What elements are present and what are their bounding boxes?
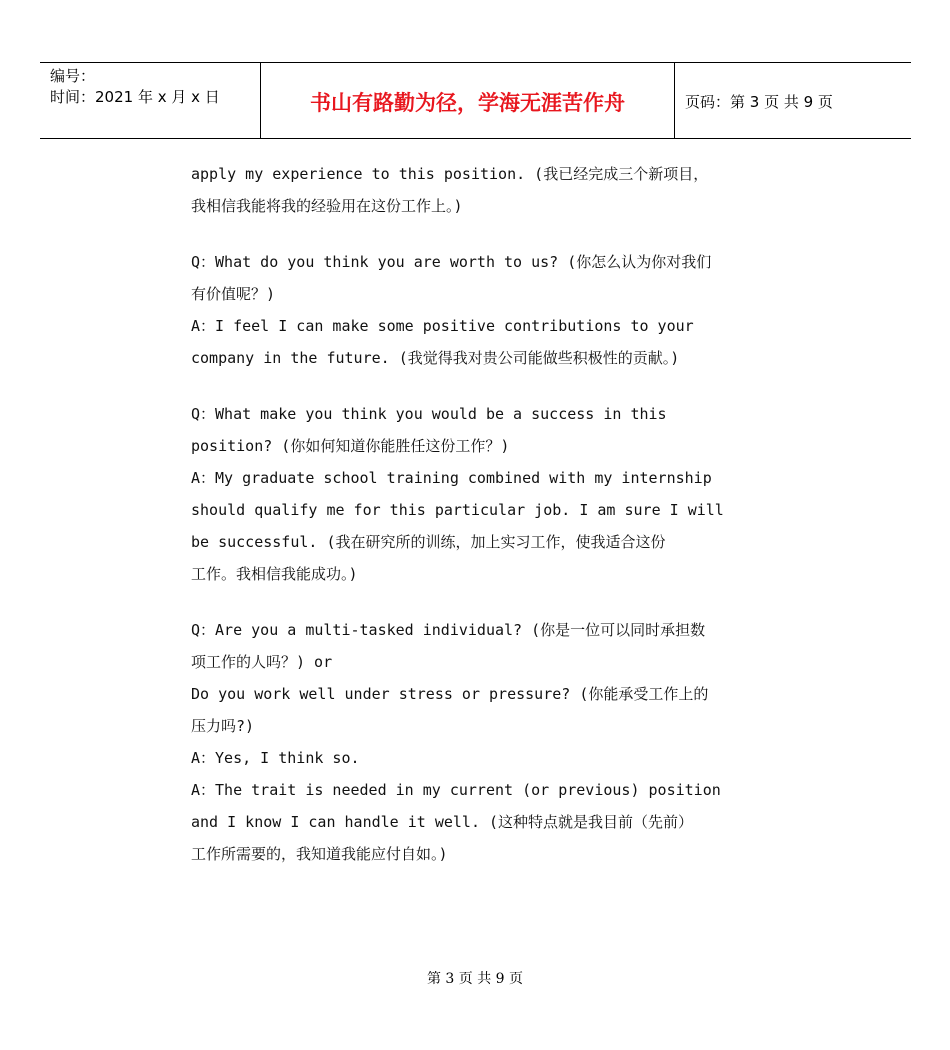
document-time-label: 时间：2021 年 x 月 x 日	[50, 88, 220, 106]
body-line: 项工作的人吗？) or	[191, 653, 333, 671]
header-page-cell	[675, 63, 911, 138]
body-line: 我相信我能将我的经验用在这份工作上。)	[191, 197, 463, 215]
body-line: 有价值呢？)	[191, 285, 276, 303]
header-motto-cell	[260, 63, 675, 138]
body-line: 压力吗?)	[191, 717, 255, 735]
body-line: position? (你如何知道你能胜任这份工作？)	[191, 437, 510, 455]
body-line: 工作所需要的，我知道我能应付自如。)	[191, 845, 448, 863]
body-line: apply my experience to this position. (我已经完成三个新项目，	[191, 165, 709, 183]
body-line: Q：What do you think you are worth to us? (你怎么认为你对我们	[191, 253, 712, 271]
body-line: be successful. (我在研究所的训练，加上实习工作，使我适合这份	[191, 533, 666, 551]
document-number-label: 编号：	[50, 67, 96, 85]
body-line: should qualify me for this particular job. I am sure I will	[191, 501, 724, 519]
body-line: Do you work well under stress or pressure? (你能承受工作上的	[191, 685, 709, 703]
body-line: company in the future. (我觉得我对贵公司能做些积极性的贡献。)	[191, 349, 680, 367]
body-line: A：Yes, I think so.	[191, 749, 360, 767]
body-line: A：The trait is needed in my current (or previous) position	[191, 781, 721, 799]
header-motto: 书山有路勤为径，学海无涯苦作舟	[310, 91, 625, 115]
document-header	[40, 62, 911, 139]
body-line: A：I feel I can make some positive contributions to your	[191, 317, 694, 335]
body-line: A：My graduate school training combined with my internship	[191, 469, 712, 487]
body-line: and I know I can handle it well. (这种特点就是我目前（先前）	[191, 813, 694, 831]
page-footer: 第 3 页 共 9 页	[426, 971, 524, 987]
header-page-code: 页码：第 3 页 共 9 页	[685, 93, 833, 111]
body-line: Q：Are you a multi-tasked individual? (你是一位可以同时承担数	[191, 621, 706, 639]
body-line: 工作。我相信我能成功。)	[191, 565, 358, 583]
document-body	[191, 158, 771, 870]
header-meta-cell	[40, 63, 260, 138]
body-line: Q：What make you think you would be a success in this	[191, 405, 667, 423]
